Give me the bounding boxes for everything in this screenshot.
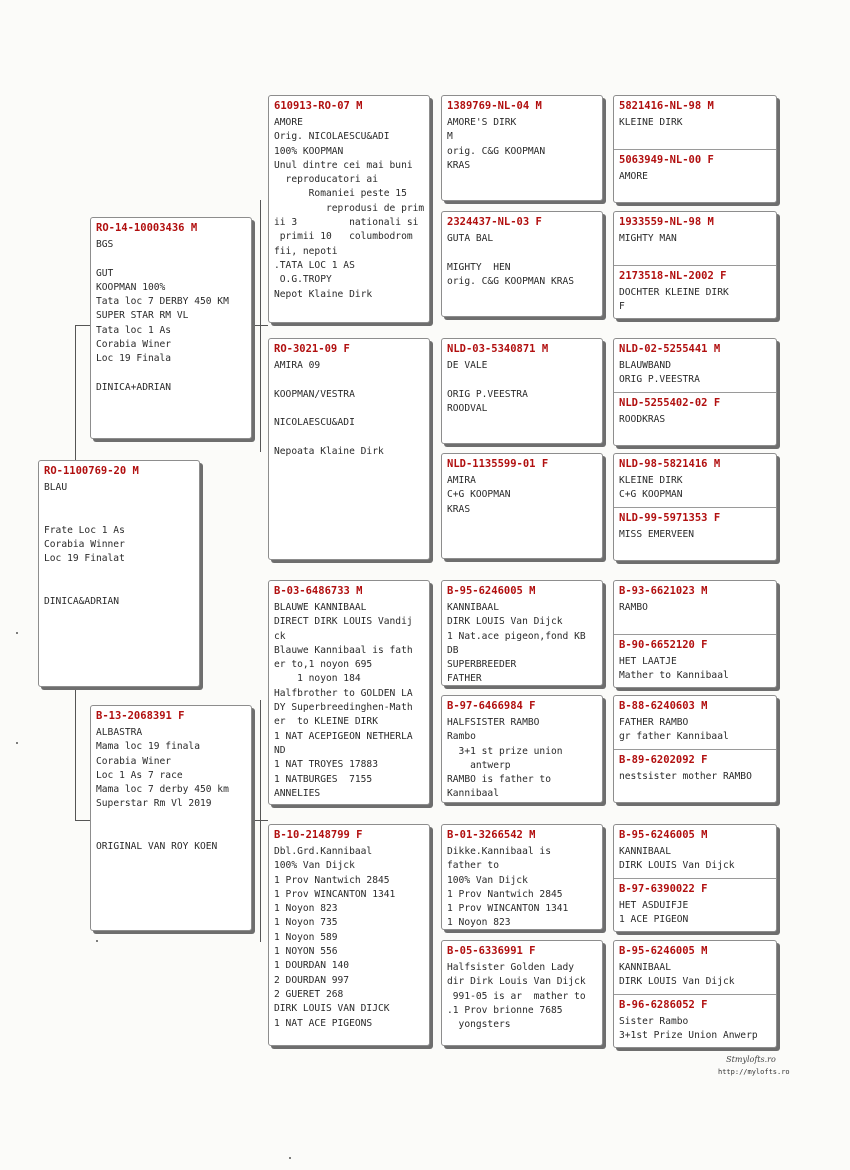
pigeon-notes: MISS EMERVEEN	[619, 529, 695, 540]
ring-number: 1933559-NL-98 M	[619, 216, 714, 228]
pedigree-card-gen5-pair	[613, 695, 777, 803]
pigeon-notes: AMORE Orig. NICOLAESCU&ADI 100% KOOPMAN Unul dintre cei mai buni reproducatori ai Romaniei peste 15 reprodusi de prim ii 3 nationali si primii 10 columbodrom fii, nepoti .TATA LOC 1 AS O.G.TROPY Nepot Klaine Dirk	[274, 117, 425, 300]
pigeon-notes: Dbl.Grd.Kannibaal 100% Van Dijck 1 Prov Nantwich 2845 1 Prov WINCANTON 1341 1 Noyon 823 1 Noyon 735 1 Noyon 589 1 NOYON 556 1 DOURDAN 140 2 DOURDAN 997 2 GUERET 268 DIRK LOUIS VAN DIJCK 1 NAT ACE PIGEONS	[274, 846, 396, 1029]
scan-speck	[16, 742, 18, 744]
ring-number: B-88-6240603 M	[619, 700, 708, 712]
dam-section	[614, 749, 776, 803]
ring-number: B-13-2068391 F	[96, 710, 185, 722]
pedigree-card-gen5-pair	[613, 211, 777, 319]
pigeon-notes: KLEINE DIRK	[619, 117, 683, 128]
pigeon-notes: BLAUWE KANNIBAAL DIRECT DIRK LOUIS Vandij ck Blauwe Kannibaal is fath er to,1 noyon 695 1 noyon 184 Halfbrother to GOLDEN LA DY Superbreedinghen-Math er to KLEINE DIRK 1 NAT ACEPIGEON NETHERLA ND 1 NAT TROYES 17883 1 NATBURGES 7155 ANNELIES	[274, 602, 413, 799]
pigeon-notes: AMORE'S DIRK M orig. C&G KOOPMAN KRAS	[447, 117, 546, 171]
pigeon-notes: KANNIBAAL DIRK LOUIS Van Dijck	[619, 846, 735, 872]
pigeon-notes: HET LAATJE Mather to Kannibaal	[619, 656, 729, 682]
ring-number: B-89-6202092 F	[619, 754, 708, 766]
pigeon-notes: MIGHTY MAN	[619, 233, 677, 244]
ring-number: NLD-02-5255441 M	[619, 343, 721, 355]
connector-line	[75, 820, 90, 821]
pigeon-notes: Dikke.Kannibaal is father to 100% Van Dijck 1 Prov Nantwich 2845 1 Prov WINCANTON 1341 1 Noyon 823	[447, 846, 569, 929]
ring-number: 5821416-NL-98 M	[619, 100, 714, 112]
ring-number: NLD-1135599-01 F	[447, 458, 549, 470]
pigeon-notes: ALBASTRA Mama loc 19 finala Corabia Winer Loc 1 As 7 race Mama loc 7 derby 450 km Superstar Rm Vl 2019 ORIGINAL VAN ROY KOEN	[96, 727, 229, 853]
dam-section	[614, 634, 776, 688]
ring-number: B-03-6486733 M	[274, 585, 363, 597]
pedigree-card-gen4	[441, 940, 603, 1046]
pedigree-card-gen5-pair	[613, 580, 777, 688]
dam-section	[614, 878, 776, 932]
pedigree-card-gen5-pair	[613, 453, 777, 561]
sire-section	[614, 696, 776, 749]
ring-number: B-97-6390022 F	[619, 883, 708, 895]
pigeon-notes: AMORE	[619, 171, 648, 182]
ring-number: B-97-6466984 F	[447, 700, 536, 712]
connector-line	[260, 200, 261, 452]
pigeon-notes: nestsister mother RAMBO	[619, 771, 752, 782]
ring-number: B-95-6246005 M	[447, 585, 536, 597]
pedigree-card-gen4	[441, 211, 603, 317]
pigeon-notes: HET ASDUIFJE 1 ACE PIGEON	[619, 900, 689, 926]
scan-speck	[16, 632, 18, 634]
pedigree-card-gen5-pair	[613, 824, 777, 932]
dam-section	[614, 392, 776, 446]
pedigree-card-gen4	[441, 338, 603, 444]
pigeon-notes: DE VALE ORIG P.VEESTRA ROODVAL	[447, 360, 528, 414]
pigeon-notes: KLEINE DIRK C+G KOOPMAN	[619, 475, 683, 501]
ring-number: B-95-6246005 M	[619, 945, 708, 957]
ring-number: NLD-03-5340871 M	[447, 343, 549, 355]
pigeon-notes: ROODKRAS	[619, 414, 666, 425]
sire-section	[614, 212, 776, 265]
ring-number: B-05-6336991 F	[447, 945, 536, 957]
connector-line	[75, 688, 76, 820]
site-url: http://mylofts.ro	[718, 1068, 790, 1076]
ring-number: B-10-2148799 F	[274, 829, 363, 841]
pigeon-notes: AMIRA 09 KOOPMAN/VESTRA NICOLAESCU&ADI Nepoata Klaine Dirk	[274, 360, 384, 457]
connector-line	[75, 325, 90, 326]
ring-number: 1389769-NL-04 M	[447, 100, 542, 112]
connector-line	[75, 325, 76, 460]
pigeon-notes: DOCHTER KLEINE DIRK F	[619, 287, 729, 313]
ring-number: 2173518-NL-2002 F	[619, 270, 727, 282]
ring-number: RO-14-10003436 M	[96, 222, 198, 234]
pedigree-card-gen5-pair	[613, 95, 777, 203]
pigeon-notes: FATHER RAMBO gr father Kannibaal	[619, 717, 729, 743]
pedigree-card-gen4	[441, 580, 603, 686]
pedigree-card-gen5-pair	[613, 338, 777, 446]
pedigree-card-dam-sire	[268, 580, 430, 805]
sire-section	[614, 454, 776, 507]
ring-number: B-01-3266542 M	[447, 829, 536, 841]
ring-number: RO-3021-09 F	[274, 343, 350, 355]
connector-line	[260, 700, 261, 942]
pigeon-notes: Sister Rambo 3+1st Prize Union Anwerp	[619, 1016, 758, 1042]
sire-section	[614, 339, 776, 392]
logo-signature: Stmylofts.ro	[726, 1055, 776, 1064]
pigeon-notes: BLAU Frate Loc 1 As Corabia Winner Loc 19 Finalat DINICA&ADRIAN	[44, 482, 125, 608]
scan-speck	[289, 1157, 291, 1159]
sire-section	[614, 581, 776, 634]
ring-number: B-95-6246005 M	[619, 829, 708, 841]
pedigree-card-gen4	[441, 95, 603, 201]
dam-section	[614, 507, 776, 561]
scan-speck	[96, 940, 98, 942]
pedigree-card-subject	[38, 460, 200, 687]
pedigree-card-dam-dam	[268, 824, 430, 1046]
ring-number: NLD-99-5971353 F	[619, 512, 721, 524]
pedigree-card-sire	[90, 217, 252, 439]
ring-number: NLD-98-5821416 M	[619, 458, 721, 470]
ring-number: NLD-5255402-02 F	[619, 397, 721, 409]
pigeon-notes: KANNIBAAL DIRK LOUIS Van Dijck	[619, 962, 735, 988]
pigeon-notes: KANNIBAAL DIRK LOUIS Van Dijck 1 Nat.ace pigeon,fond KB DB SUPERBREEDER FATHER	[447, 602, 586, 685]
ring-number: RO-1100769-20 M	[44, 465, 139, 477]
sire-section	[614, 941, 776, 994]
ring-number: B-90-6652120 F	[619, 639, 708, 651]
pedigree-card-gen5-pair	[613, 940, 777, 1048]
pigeon-notes: BGS GUT KOOPMAN 100% Tata loc 7 DERBY 450 KM SUPER STAR RM VL Tata loc 1 As Corabia Winer Loc 19 Finala DINICA+ADRIAN	[96, 239, 229, 393]
sire-section	[614, 825, 776, 878]
pedigree-card-gen4	[441, 453, 603, 559]
pigeon-notes: Halfsister Golden Lady dir Dirk Louis Van Dijck 991-05 is ar mather to .1 Prov brionne 7685 yongsters	[447, 962, 586, 1031]
ring-number: B-96-6286052 F	[619, 999, 708, 1011]
pedigree-card-gen4	[441, 824, 603, 930]
ring-number: B-93-6621023 M	[619, 585, 708, 597]
pigeon-notes: AMIRA C+G KOOPMAN KRAS	[447, 475, 511, 515]
pigeon-notes: BLAUWBAND ORIG P.VEESTRA	[619, 360, 700, 386]
dam-section	[614, 994, 776, 1048]
pedigree-card-sire-sire	[268, 95, 430, 323]
ring-number: 5063949-NL-00 F	[619, 154, 714, 166]
pigeon-notes: RAMBO	[619, 602, 648, 613]
pedigree-card-gen4	[441, 695, 603, 803]
dam-section	[614, 149, 776, 203]
ring-number: 2324437-NL-03 F	[447, 216, 542, 228]
pigeon-notes: HALFSISTER RAMBO Rambo 3+1 st prize union antwerp RAMBO is father to Kannibaal	[447, 717, 563, 800]
sire-section	[614, 96, 776, 149]
pedigree-card-dam	[90, 705, 252, 931]
pigeon-notes: GUTA BAL MIGHTY HEN orig. C&G KOOPMAN KRAS	[447, 233, 575, 287]
ring-number: 610913-RO-07 M	[274, 100, 363, 112]
dam-section	[614, 265, 776, 319]
pedigree-card-sire-dam	[268, 338, 430, 560]
